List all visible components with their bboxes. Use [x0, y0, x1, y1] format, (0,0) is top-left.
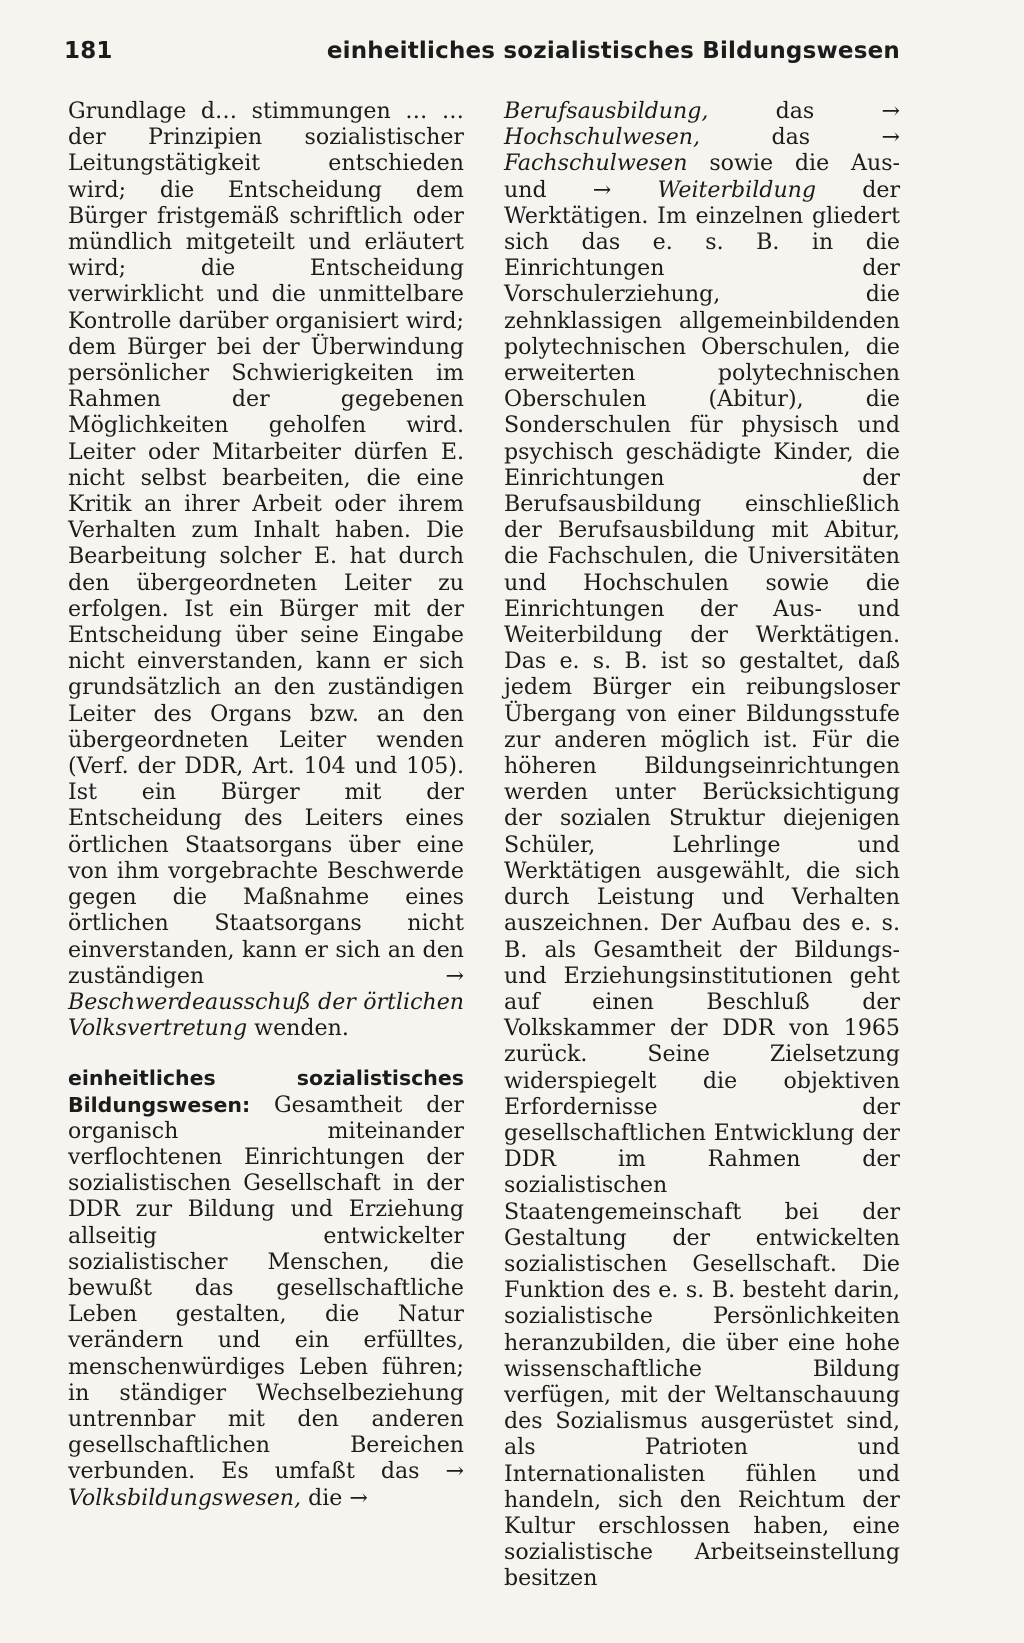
right-column: [504, 98, 900, 1592]
body-text: das: [771, 124, 811, 151]
cross-reference-arrow-icon: →: [881, 124, 900, 151]
body-text: Gesamtheit der organisch miteinander verflochtenen Einrichtungen der sozialistischen Gesellschaft in der DDR zur Bildung und Erziehung allseitig entwickelter sozialistischer Menschen, die bewußt das gesellschaftliche Leben gestalten, die Natur verändern und ein erfülltes, menschenwürdiges Leben führen; in ständiger Wechselbeziehung untrennbar mit den anderen gesellschaftlichen Bereichen verbunden. Es umfaßt das: [68, 1091, 464, 1485]
cross-reference-volksbildungswesen: Volksbildungswesen,: [68, 1484, 302, 1511]
cross-reference-arrow-icon: →: [592, 176, 612, 203]
body-text: wenden.: [254, 1015, 349, 1042]
left-column: [68, 98, 464, 1511]
cross-reference-arrow-icon: →: [349, 1484, 368, 1511]
cross-reference-arrow-icon: →: [881, 98, 900, 124]
running-title: einheitliches sozialistisches Bildungswesen: [326, 38, 900, 64]
cross-reference-beschwerdeausschuss: Beschwerdeausschuß der örtlichen Volksvertretung: [68, 988, 464, 1042]
cross-reference-arrow-icon: →: [445, 1458, 464, 1485]
page-header: [64, 38, 900, 78]
entry-einheitliches-sozialistisches-bildungswesen: [68, 1065, 464, 1510]
page-number: 181: [64, 38, 113, 64]
cross-reference-fachschulwesen: Fachschulwesen: [504, 150, 688, 177]
body-text: das: [775, 98, 815, 124]
cross-reference-arrow-icon: →: [445, 962, 464, 989]
cross-reference-weiterbildung: Weiterbildung: [657, 176, 817, 203]
paragraph-bildungswesen-continued: [504, 98, 900, 1592]
body-text: sowie die Aus- und: [504, 150, 900, 203]
paragraph-eingaben-continued: [68, 98, 464, 1041]
entry-headword: einheitliches sozialistisches Bildungswesen:: [68, 1066, 464, 1117]
cross-reference-hochschulwesen: Hochschulwesen,: [504, 124, 701, 151]
body-text: die: [308, 1484, 343, 1511]
cross-reference-berufsausbildung: Berufsausbildung,: [504, 98, 709, 124]
body-text: der Werktätigen. Im einzelnen gliedert sich das e. s. B. in die Einrichtungen der Vorschulerziehung, die zehnklassigen allgemeinbildenden polytechnischen Oberschulen, die erweiterten polytechnischen Oberschulen (Abitur), die Sonderschulen für physisch und psychisch geschädigte Kinder, die Einrichtungen der Berufsausbildung einschließlich der Berufsausbildung mit Abitur, die Fachschulen, die Universitäten und Hochschulen sowie die Einrichtungen der Aus- und Weiterbildung der Werktätigen. Das e. s. B. ist so gestaltet, daß jedem Bürger ein reibungsloser Übergang von einer Bildungsstufe zur anderen möglich ist. Für die höheren Bildungseinrichtungen werden unter Berücksichtigung der sozialen Struktur diejenigen Schüler, Lehrlinge und Werktätigen ausgewählt, die sich durch Leistung und Verhalten auszeichnen. Der Aufbau des e. s. B. als Gesamtheit der Bildungs- und Erziehungsinstitutionen geht auf einen Beschluß der Volkskammer der DDR von 1965 zurück. Seine Zielsetzung widerspiegelt die objektiven Erfordernisse der gesellschaftlichen Entwicklung der DDR im Rahmen der sozialistischen Staatengemeinschaft bei der Gestaltung der entwickelten sozialistischen Gesellschaft. Die Funktion des e. s. B. besteht darin, sozialistische Persönlichkeiten heranzubilden, die über eine hohe wissenschaftliche Bildung verfügen, mit der Weltanschauung des Sozialismus ausgerüstet sind, als Patrioten und Internationalisten fühlen und handeln, sich den Reichtum der Kultur erschlossen haben, eine sozialistische Arbeitseinstellung besitzen: [504, 176, 901, 1592]
body-text: Grundlage d… stimmungen … … der Prinzipien sozialistischer Leitungstätigkeit entschieden wird; die Entscheidung dem Bürger fristgemäß schriftlich oder mündlich mitgeteilt und erläutert wird; die Entscheidung verwirklicht und die unmittelbare Kontrolle darüber organisiert wird; dem Bürger bei der Überwindung persönlicher Schwierigkeiten im Rahmen der gegebenen Möglichkeiten geholfen wird. Leiter oder Mitarbeiter dürfen E. nicht selbst bearbeiten, die eine Kritik an ihrer Arbeit oder ihrem Verhalten zum Inhalt haben. Die Bearbeitung solcher E. hat durch den übergeordneten Leiter zu erfolgen. Ist ein Bürger mit der Entscheidung über seine Eingabe nicht einverstanden, kann er sich grundsätzlich an den zuständigen Leiter des Organs bzw. an den übergeordneten Leiter wenden (Verf. der DDR, Art. 104 und 105). Ist ein Bürger mit der Entscheidung des Leiters eines örtlichen Staatsorgans über eine von ihm vorgebrachte Beschwerde gegen die Maßnahme eines örtlichen Staatsorgans nicht einverstanden, kann er sich an den zuständigen: [68, 98, 464, 989]
